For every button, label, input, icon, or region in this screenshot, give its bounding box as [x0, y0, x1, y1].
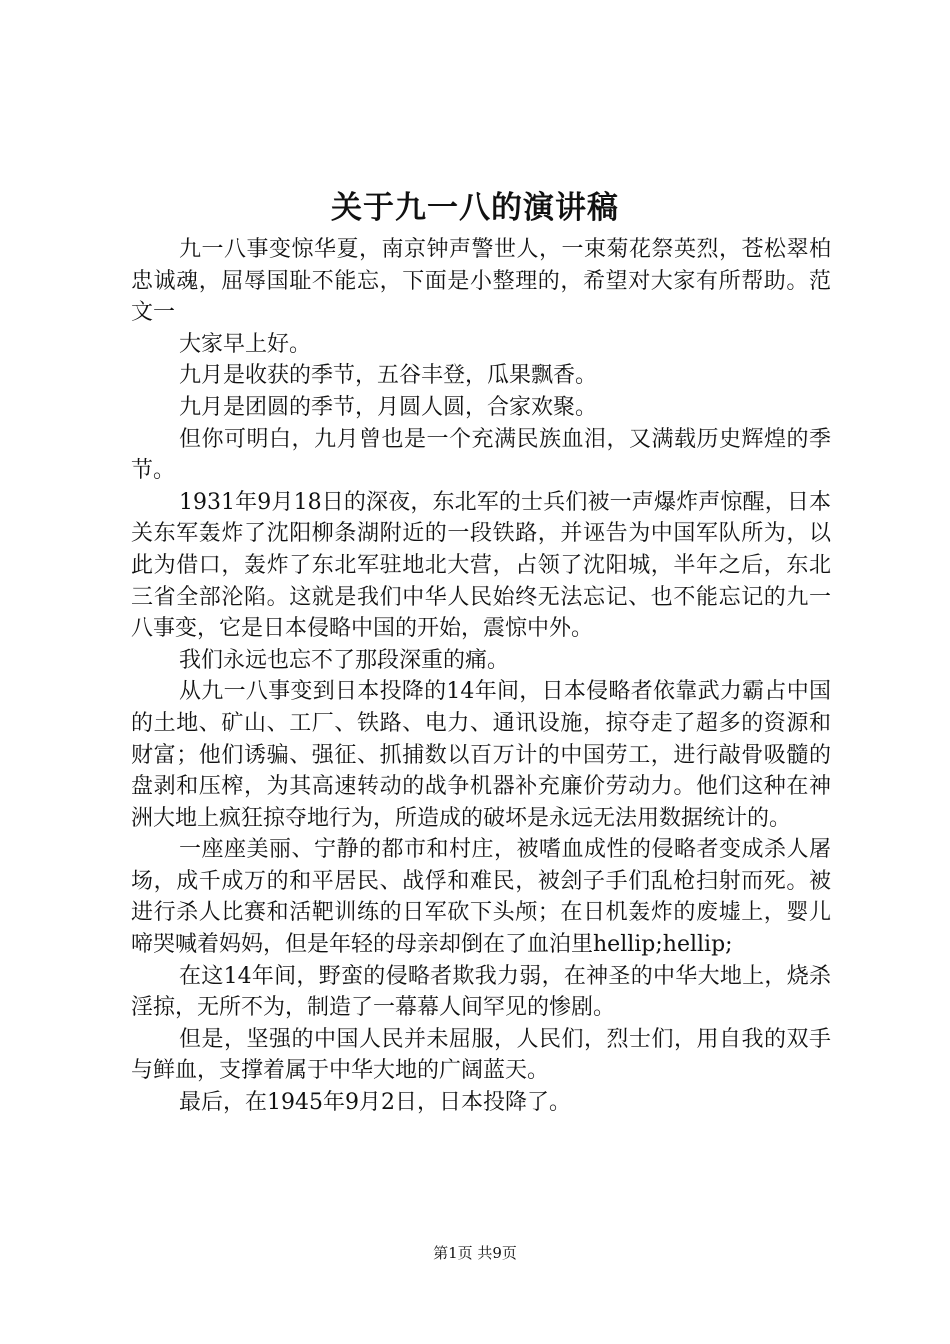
paragraph: 一座座美丽、宁静的都市和村庄，被嗜血成性的侵略者变成杀人屠场，成千成万的和平居民、战俘和难民，被刽子手们乱枪扫射而死。被进行杀人比赛和活靶训练的日军砍下头颅；在日机轰炸的废墟上，婴儿啼哭喊着妈妈，但是年轻的母亲却倒在了血泊里hellip;hellip; — [131, 837, 831, 958]
paragraph: 但你可明白，九月曾也是一个充满民族血泪，又满载历史辉煌的季节。 — [131, 426, 831, 484]
document-title: 关于九一八的演讲稿 — [331, 190, 619, 226]
paragraph: 大家早上好。 — [179, 331, 312, 357]
document-body — [131, 234, 831, 1119]
paragraph: 从九一八事变到日本投降的14年间，日本侵略者依靠武力霸占中国的土地、矿山、工厂、铁路、电力、通讯设施，掠夺走了超多的资源和财富；他们诱骗、强征、抓捕数以百万计的中国劳工，进行敲骨吸髓的盘剥和压榨，为其高速转动的战争机器补充廉价劳动力。他们这种在神洲大地上疯狂掠夺地行为，所造成的破坏是永远无法用数据统计的。 — [131, 679, 831, 831]
paragraph: 1931年9月18日的深夜，东北军的士兵们被一声爆炸声惊醒，日本关东军轰炸了沈阳柳条湖附近的一段铁路，并诬告为中国军队所为，以此为借口，轰炸了东北军驻地北大营，占领了沈阳城，半年之后，东北三省全部沦陷。这就是我们中华人民始终无法忘记、也不能忘记的九一八事变，它是日本侵略中国的开始，震惊中外。 — [131, 489, 831, 642]
page-number-footer: 第1页 共9页 — [433, 1244, 517, 1262]
paragraph: 我们永远也忘不了那段深重的痛。 — [179, 647, 510, 673]
paragraph: 最后，在1945年9月2日，日本投降了。 — [179, 1090, 571, 1116]
paragraph: 九月是收获的季节，五谷丰登，瓜果飘香。 — [179, 363, 598, 389]
paragraph: 但是，坚强的中国人民并未屈服，人民们，烈士们，用自我的双手与鲜血，支撑着属于中华大地的广阔蓝天。 — [131, 1026, 831, 1084]
paragraph: 九一八事变惊华夏，南京钟声警世人，一束菊花祭英烈，苍松翠柏忠诚魂，屈辱国耻不能忘，下面是小整理的，希望对大家有所帮助。范文一 — [131, 237, 831, 326]
paragraph: 在这14年间，野蛮的侵略者欺我力弱，在神圣的中华大地上，烧杀淫掠，无所不为，制造了一幕幕人间罕见的惨剧。 — [131, 963, 831, 1021]
paragraph: 九月是团圆的季节，月圆人圆，合家欢聚。 — [179, 394, 598, 420]
